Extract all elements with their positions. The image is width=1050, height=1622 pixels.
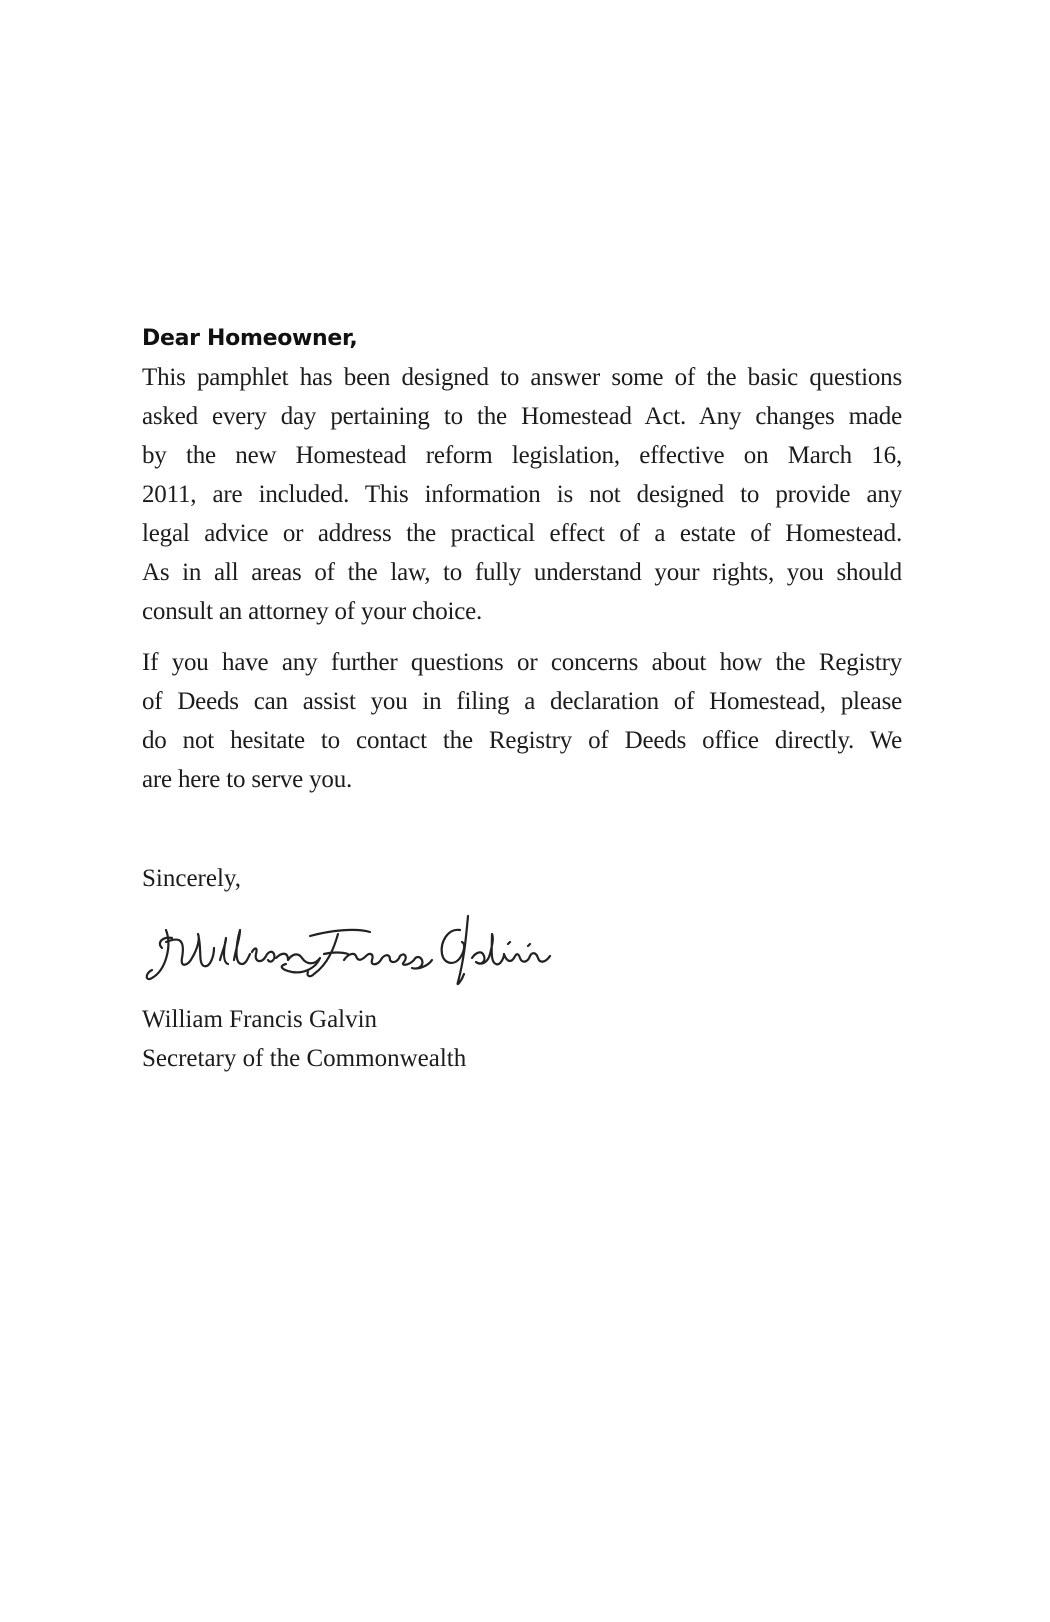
paragraph-line: If you have any further questions or concerns about how the Registry: [142, 649, 902, 676]
letter-closing: Sincerely,: [142, 865, 242, 892]
paragraph-line: As in all areas of the law, to fully understand your rights, you should: [142, 559, 902, 586]
letter-paragraph-1: [142, 358, 902, 631]
paragraph-line: asked every day pertaining to the Homestead Act. Any changes made: [142, 403, 902, 430]
paragraph-line: by the new Homestead reform legislation, effective on March 16,: [142, 442, 902, 469]
signer-title: Secretary of the Commonwealth: [142, 1045, 467, 1072]
signature-drawing: [142, 908, 562, 996]
paragraph-line: This pamphlet has been designed to answer some of the basic questions: [142, 364, 902, 391]
paragraph-line: 2011, are included. This information is not designed to provide any: [142, 481, 902, 508]
handwritten-signature: [142, 908, 562, 996]
letter-body: [142, 326, 902, 1078]
paragraph-line: of Deeds can assist you in filing a declaration of Homestead, please: [142, 688, 902, 715]
paragraph-line: legal advice or address the practical effect of a estate of Homestead.: [142, 520, 902, 547]
signer-name: William Francis Galvin: [142, 1006, 378, 1033]
letter-paragraph-2: [142, 643, 902, 799]
letter-greeting: Dear Homeowner,: [142, 326, 358, 351]
paragraph-line: consult an attorney of your choice.: [142, 598, 483, 625]
paragraph-line: are here to serve you.: [142, 766, 353, 793]
paragraph-line: do not hesitate to contact the Registry of Deeds office directly. We: [142, 727, 902, 754]
